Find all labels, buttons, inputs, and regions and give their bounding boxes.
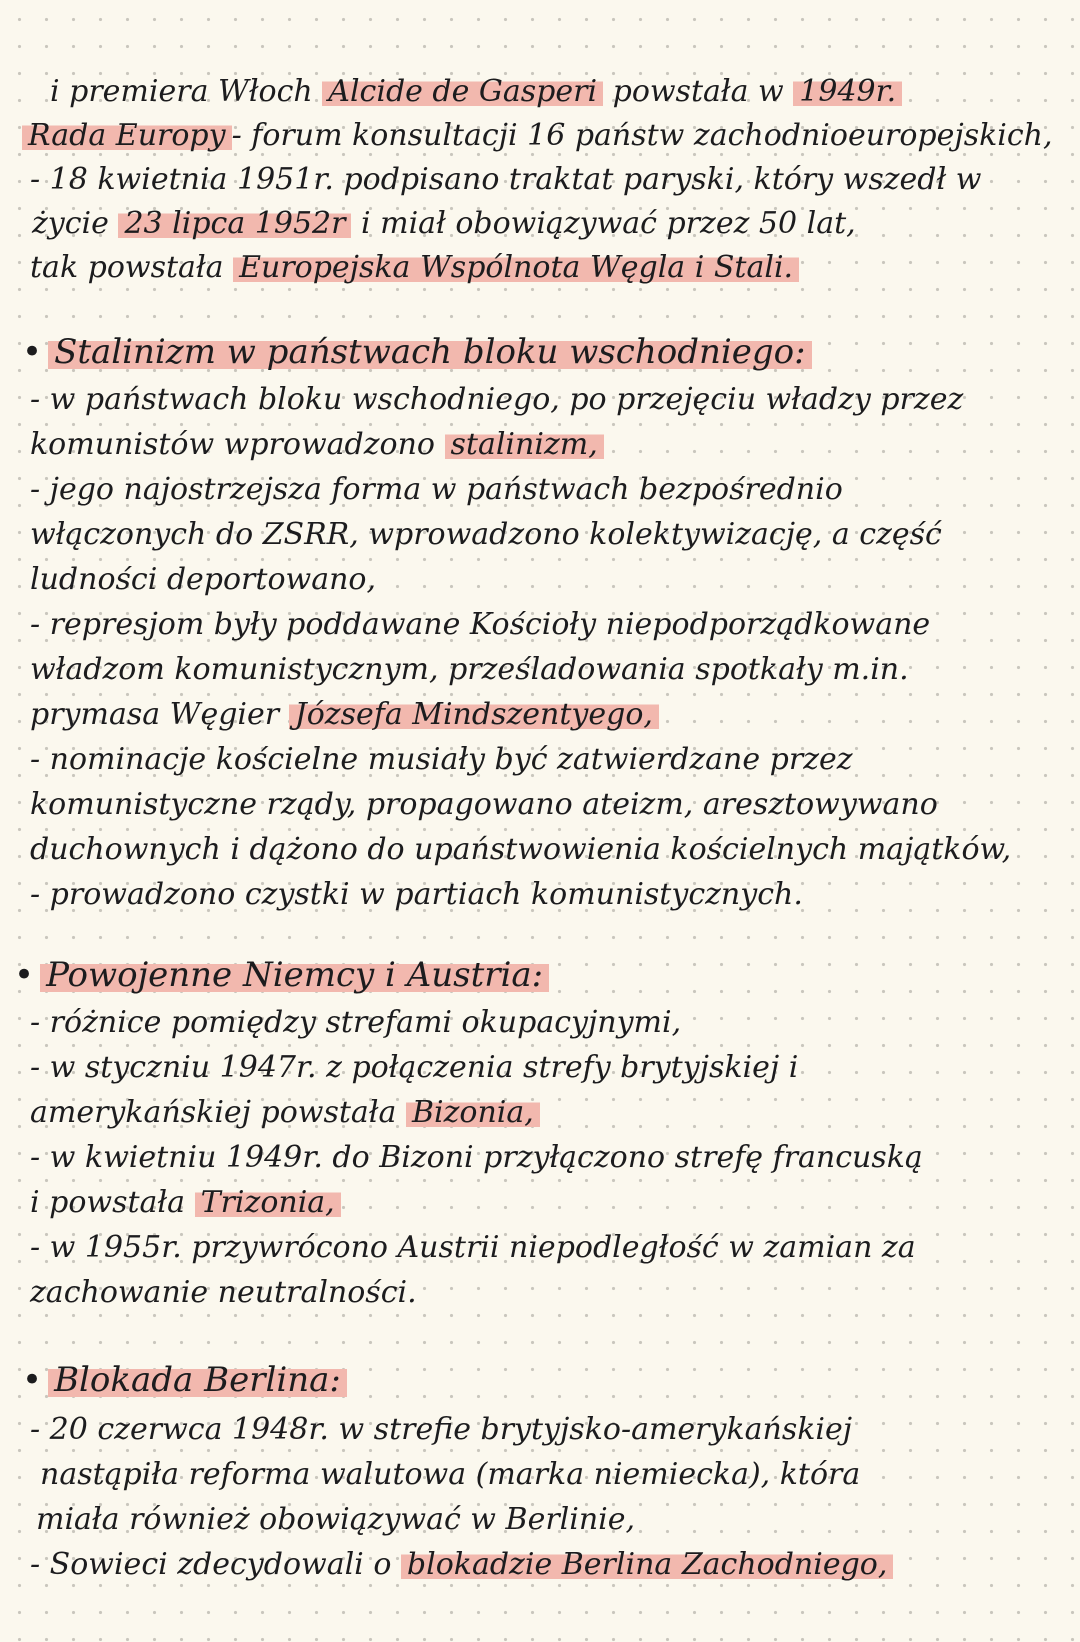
text-line (30, 425, 604, 465)
text-line (36, 1500, 635, 1540)
text-line (30, 650, 909, 690)
text-line (40, 1455, 860, 1495)
text-line (30, 785, 938, 825)
highlight: Europejska Wspólnota Węgla i Stali. (233, 250, 799, 285)
text: - represjom były poddawane Kościoły niepodporządkowane (30, 607, 931, 642)
text-line (30, 380, 963, 420)
text: władzom komunistycznym, prześladowania spotkały m.in. (30, 652, 909, 687)
text: zachowanie neutralności. (30, 1275, 417, 1310)
text: i miał obowiązywać przez 50 lat, (351, 206, 856, 241)
bullet: • (14, 955, 35, 995)
heading-highlight: Powojenne Niemcy i Austria: (40, 955, 549, 995)
text: duchownych i dążono do upaństwowienia kościelnych majątków, (30, 832, 1012, 867)
text-line (30, 1138, 923, 1178)
text: włączonych do ZSRR, wprowadzono kolektywizację, a część (30, 517, 942, 552)
text: - Sowieci zdecydowali o (30, 1547, 401, 1582)
highlight: Józsefa Mindszentyego, (289, 697, 659, 732)
text: prymasa Węgier (30, 697, 289, 732)
text-line (30, 1003, 681, 1043)
text: - 18 kwietnia 1951r. podpisano traktat paryski, który wszedł w (30, 162, 982, 197)
highlight: Trizonia, (195, 1185, 341, 1220)
text-line (30, 1093, 540, 1133)
text-line (30, 1183, 341, 1223)
text: - w państwach bloku wschodniego, po przejęciu władzy przez (30, 382, 964, 417)
section-heading (14, 955, 549, 995)
text: i premiera Włoch (50, 74, 323, 109)
text: miała również obowiązywać w Berlinie, (36, 1502, 636, 1537)
text-line (30, 515, 942, 555)
text: życie (32, 206, 119, 241)
highlight: Rada Europy (22, 118, 232, 153)
text: - w kwietniu 1949r. do Bizoni przyłączono strefę francuską (30, 1140, 923, 1175)
text-line (30, 1410, 852, 1450)
text: - w styczniu 1947r. z połączenia strefy brytyjskiej i (30, 1050, 799, 1085)
text-line (32, 204, 856, 244)
section-heading (22, 332, 812, 372)
text: nastąpiła reforma walutowa (marka niemiecka), która (40, 1457, 861, 1492)
text-line (30, 1545, 893, 1585)
highlight: Bizonia, (406, 1095, 540, 1130)
text: komunistyczne rządy, propagowano ateizm, aresztowywano (30, 787, 938, 822)
text: - nominacje kościelne musiały być zatwierdzane przez (30, 742, 853, 777)
text-line (30, 470, 843, 510)
text: - prowadzono czystki w partiach komunistycznych. (30, 877, 803, 912)
text-line (30, 248, 799, 288)
highlight: 23 lipca 1952r (118, 206, 351, 241)
text-line (30, 695, 659, 735)
highlight: Alcide de Gasperi (322, 74, 603, 109)
text: ludności deportowano, (30, 562, 376, 597)
text: - forum konsultacji 16 państw zachodnioeuropejskich, (231, 118, 1053, 153)
text-line (22, 116, 1053, 156)
bullet: • (22, 1360, 43, 1400)
text-line (30, 1228, 916, 1268)
text-line (30, 830, 1011, 870)
text-line (30, 160, 981, 200)
highlight: blokadzie Berlina Zachodniego, (401, 1547, 893, 1582)
text-line (30, 740, 853, 780)
text: tak powstała (30, 250, 234, 285)
text: komunistów wprowadzono (30, 427, 445, 462)
section-heading (22, 1360, 347, 1400)
text: i powstała (30, 1185, 195, 1220)
text: powstała w (603, 74, 794, 109)
heading-highlight: Stalinizm w państwach bloku wschodniego: (48, 332, 812, 372)
text-line (30, 605, 930, 645)
text-line (30, 1048, 798, 1088)
text: - różnice pomiędzy strefami okupacyjnymi, (30, 1005, 682, 1040)
text: - 20 czerwca 1948r. w strefie brytyjsko-amerykańskiej (30, 1412, 853, 1447)
highlight: stalinizm, (445, 427, 604, 462)
bullet: • (22, 332, 43, 372)
text: - jego najostrzejsza forma w państwach bezpośrednio (30, 472, 843, 507)
text: amerykańskiej powstała (30, 1095, 406, 1130)
text-line (30, 560, 376, 600)
text: - w 1955r. przywrócono Austrii niepodległość w zamian za (30, 1230, 916, 1265)
text-line (30, 875, 803, 915)
text-line (30, 1273, 417, 1313)
heading-highlight: Blokada Berlina: (48, 1360, 347, 1400)
text-line (50, 72, 902, 112)
highlight: 1949r. (793, 74, 902, 109)
